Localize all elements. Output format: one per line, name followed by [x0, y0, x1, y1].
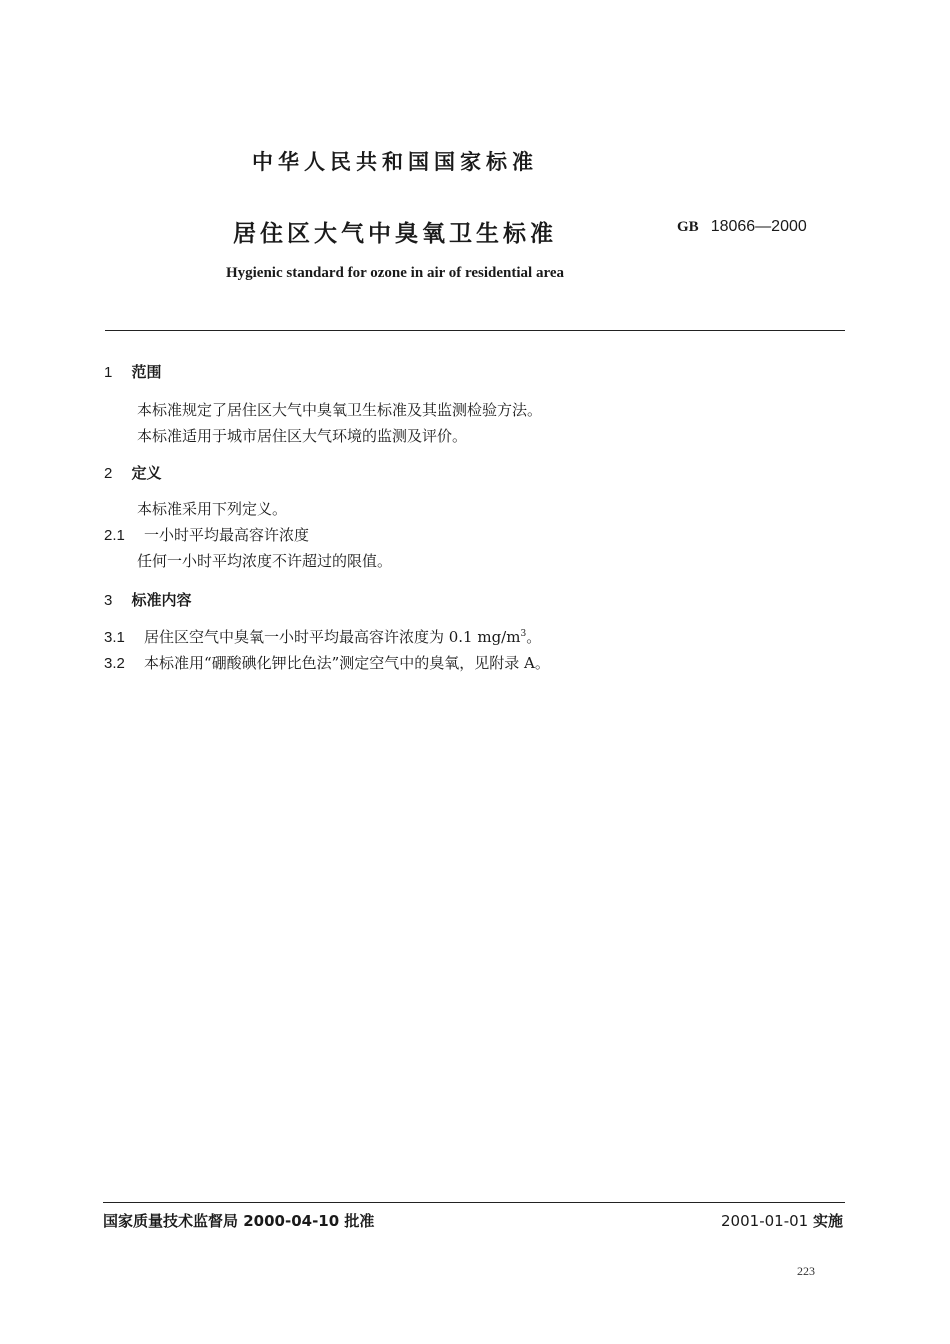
subsection-text-main: 居住区空气中臭氧一小时平均最高容许浓度为 0.1 mg/m	[143, 628, 521, 646]
subsection-3-1	[104, 626, 541, 647]
implementation-line	[0, 1210, 843, 1231]
section-number: 3	[104, 592, 113, 609]
national-standard-heading: 中华人民共和国国家标准	[252, 150, 538, 174]
subsection-number: 2.1	[104, 527, 125, 544]
subsection-number: 3.2	[104, 655, 125, 672]
subsection-3-2	[104, 652, 550, 673]
subsection-text: 本标准用“硼酸碘化钾比色法”测定空气中的臭氧，见附录 A。	[143, 654, 550, 672]
subsection-term: 一小时平均最高容许浓度	[143, 526, 309, 544]
subsection-2-1-term	[104, 524, 309, 545]
standard-title: 居住区大气中臭氧卫生标准	[233, 221, 557, 247]
standard-code-prefix: GB	[677, 219, 699, 235]
approval-line: 国家质量技术监督局 2000-04-10 批准	[103, 1212, 375, 1230]
implementation-label: 实施	[812, 1212, 843, 1230]
standard-code-number: 18066—2000	[710, 218, 807, 235]
english-title: Hygienic standard for ozone in air of residential area	[225, 265, 565, 281]
section-number: 2	[104, 465, 113, 482]
section-2-intro: 本标准采用下列定义。	[137, 500, 288, 518]
top-divider	[105, 330, 845, 331]
subsection-number: 3.1	[104, 629, 125, 646]
section-number: 1	[104, 364, 113, 381]
section-title: 标准内容	[131, 591, 192, 609]
section-title: 定义	[131, 464, 162, 482]
subsection-2-1-definition: 任何一小时平均浓度不许超过的限值。	[137, 552, 393, 570]
standard-code	[677, 216, 807, 236]
section-1-paragraph-1: 本标准规定了居住区大气中臭氧卫生标准及其监测检验方法。	[137, 401, 543, 419]
section-1-heading	[104, 361, 161, 382]
subsection-text-suffix: 。	[526, 628, 542, 646]
unit-superscript: 3	[520, 629, 527, 639]
bottom-divider	[103, 1202, 845, 1203]
section-1-paragraph-2: 本标准适用于城市居住区大气环境的监测及评价。	[137, 427, 468, 445]
subsection-text	[144, 628, 541, 646]
section-2-heading	[104, 462, 161, 483]
page-number: 223	[797, 1264, 815, 1278]
section-title: 范围	[131, 363, 162, 381]
section-3-heading	[104, 589, 191, 610]
implementation-date: 2001-01-01	[721, 1212, 809, 1230]
